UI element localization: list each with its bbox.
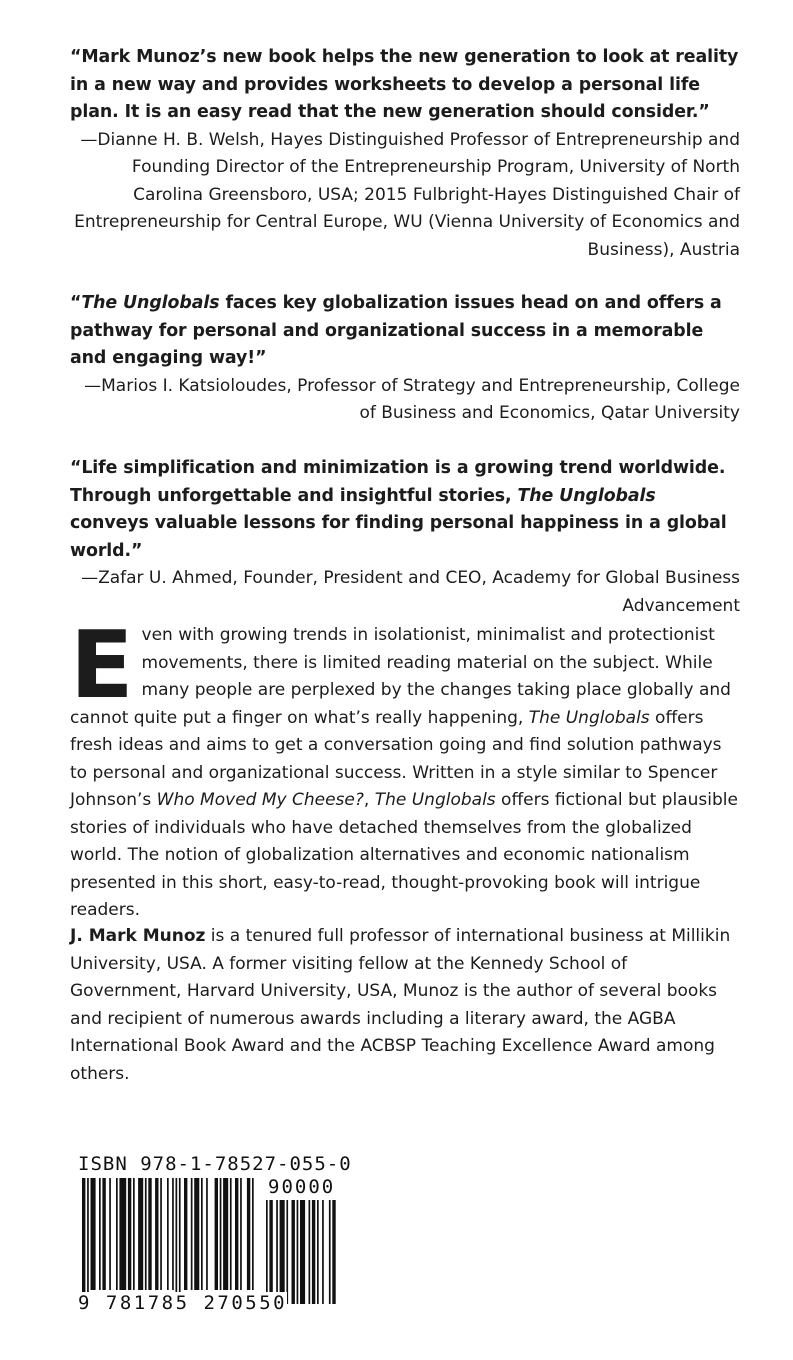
endorsement-attribution: —Zafar U. Ahmed, Founder, President and CEO, Academy for Global Business Advancement [81, 568, 740, 616]
barcode-bar [309, 1200, 311, 1304]
barcode-bar [145, 1178, 147, 1290]
barcode-bar [280, 1200, 285, 1304]
endorsement-katsioloudes [70, 290, 740, 428]
description-text: offers fresh ideas and aims to get a conversation going and find solution pathways to personal and organizational success. Written in a style similar to Spencer Johnson’s [70, 707, 722, 810]
barcode-bar [312, 1200, 315, 1304]
book-title: The Unglobals [374, 790, 496, 810]
drop-cap: E [70, 611, 134, 719]
barcode-bar [215, 1178, 218, 1290]
quote-text: “Life simplification and minimization is a growing trend worldwide. Through unforgettable and insightful stories, [70, 458, 726, 506]
barcode-bar [329, 1200, 331, 1304]
barcode-bar [230, 1178, 232, 1290]
barcode-bar [252, 1178, 254, 1290]
barcode-addon-digits: 90000 [268, 1176, 336, 1198]
barcode-bar [148, 1178, 151, 1290]
barcode-bar [286, 1200, 288, 1304]
isbn-label: ISBN 978-1-78527-055-0 [78, 1153, 352, 1175]
barcode-bar [235, 1178, 238, 1290]
barcode-bar [116, 1178, 118, 1290]
barcode-bar [247, 1178, 250, 1290]
barcode-bar [172, 1178, 174, 1290]
barcode-bar [179, 1178, 181, 1304]
book-description [70, 611, 740, 925]
barcode-bar [300, 1200, 305, 1304]
endorsement-welsh [70, 44, 740, 264]
barcode-bar [332, 1200, 335, 1304]
book-title: The Unglobals [81, 293, 220, 313]
author-bio [70, 923, 740, 1088]
barcode-bar [138, 1178, 143, 1290]
author-name: J. Mark Munoz [70, 926, 206, 946]
barcode-bar [87, 1178, 89, 1304]
barcode-bar [266, 1200, 268, 1304]
book-title: The Unglobals [528, 707, 650, 728]
barcode-bar [119, 1178, 126, 1290]
quote-open: “ [70, 293, 82, 313]
quote-text: faces key globalization issues head on and offers a pathway for personal and organizational success in a memorable and engaging way!” [70, 293, 722, 368]
endorsement-quote: “Mark Munoz’s new book helps the new generation to look at reality in a new way and provides worksheets to develop a personal life plan. It is an easy read that the new generation should consider.” [70, 47, 739, 122]
barcode-bar [276, 1200, 278, 1304]
barcode-bar [99, 1178, 101, 1290]
referenced-book-title: Who Moved My Cheese? [156, 790, 364, 810]
barcode-bar [297, 1200, 299, 1304]
barcode-bar [109, 1178, 111, 1290]
barcode-bar [91, 1178, 96, 1290]
quote-text: conveys valuable lessons for finding personal happiness in a global world.” [70, 513, 727, 561]
description-text: , [363, 790, 375, 810]
barcode-bar [82, 1178, 85, 1304]
endorsement-quote [70, 455, 740, 565]
endorsement-quote [70, 290, 740, 373]
barcode-bar [220, 1178, 222, 1290]
barcode-bar [155, 1178, 158, 1290]
barcode-bar [184, 1178, 187, 1290]
barcode-bar [201, 1178, 203, 1290]
barcode-bar [102, 1178, 105, 1290]
description-text: ven with growing trends in isolationist, minimalist and protectionist movements, there is limited reading material on the subject. While many people are perplexed by the changes taking place globally and cannot quite put a finger on what’s really happening, [70, 625, 731, 728]
endorsement-attribution: —Marios I. Katsioloudes, Professor of Strategy and Entrepreneurship, College of Business and Economics, Qatar University [84, 375, 740, 423]
author-bio-text: is a tenured full professor of international business at Millikin University, USA. A former visiting fellow at the Kennedy School of Government, Harvard University, USA, Munoz is the author of several books and recipient of numerous awards including a literary award, the AGBA International Book Award and the ACBSP Teaching Excellence Award among others. [70, 926, 731, 1084]
barcode-bar [160, 1178, 162, 1290]
barcode-bar [269, 1200, 272, 1304]
barcode-bar [206, 1178, 208, 1290]
barcode-bar [191, 1178, 193, 1290]
barcode-bar [322, 1200, 324, 1304]
barcode-bar [240, 1178, 242, 1290]
barcode-bar [128, 1178, 131, 1290]
endorsement-ahmed [70, 455, 740, 620]
endorsement-attribution: —Dianne H. B. Welsh, Hayes Distinguished Professor of Entrepreneurship and Founding Director of the Entrepreneurship Program, University of North Carolina Greensboro, USA; 2015 Fulbright-Hayes Distinguished Chair of Entrepreneurship for Central Europe, WU (Vienna University of Economics and Business), Austria [74, 129, 740, 260]
book-title: The Unglobals [517, 485, 656, 506]
barcode-bar [133, 1178, 135, 1290]
barcode-bar [223, 1178, 228, 1290]
barcode-bar [176, 1178, 178, 1304]
description-text: offers fictional but plausible stories of individuals who have detached themselves from the globalized world. The notion of globalization alternatives and economic nationalism presented in this short, easy-to-read, thought-provoking book will intrigue readers. [70, 790, 738, 920]
barcode-bar [194, 1178, 199, 1290]
barcode-ean-digits: 9 781785 270550 [78, 1292, 288, 1314]
barcode-bar [292, 1200, 295, 1304]
barcode-bar [167, 1178, 169, 1290]
barcode-bar [317, 1200, 319, 1304]
